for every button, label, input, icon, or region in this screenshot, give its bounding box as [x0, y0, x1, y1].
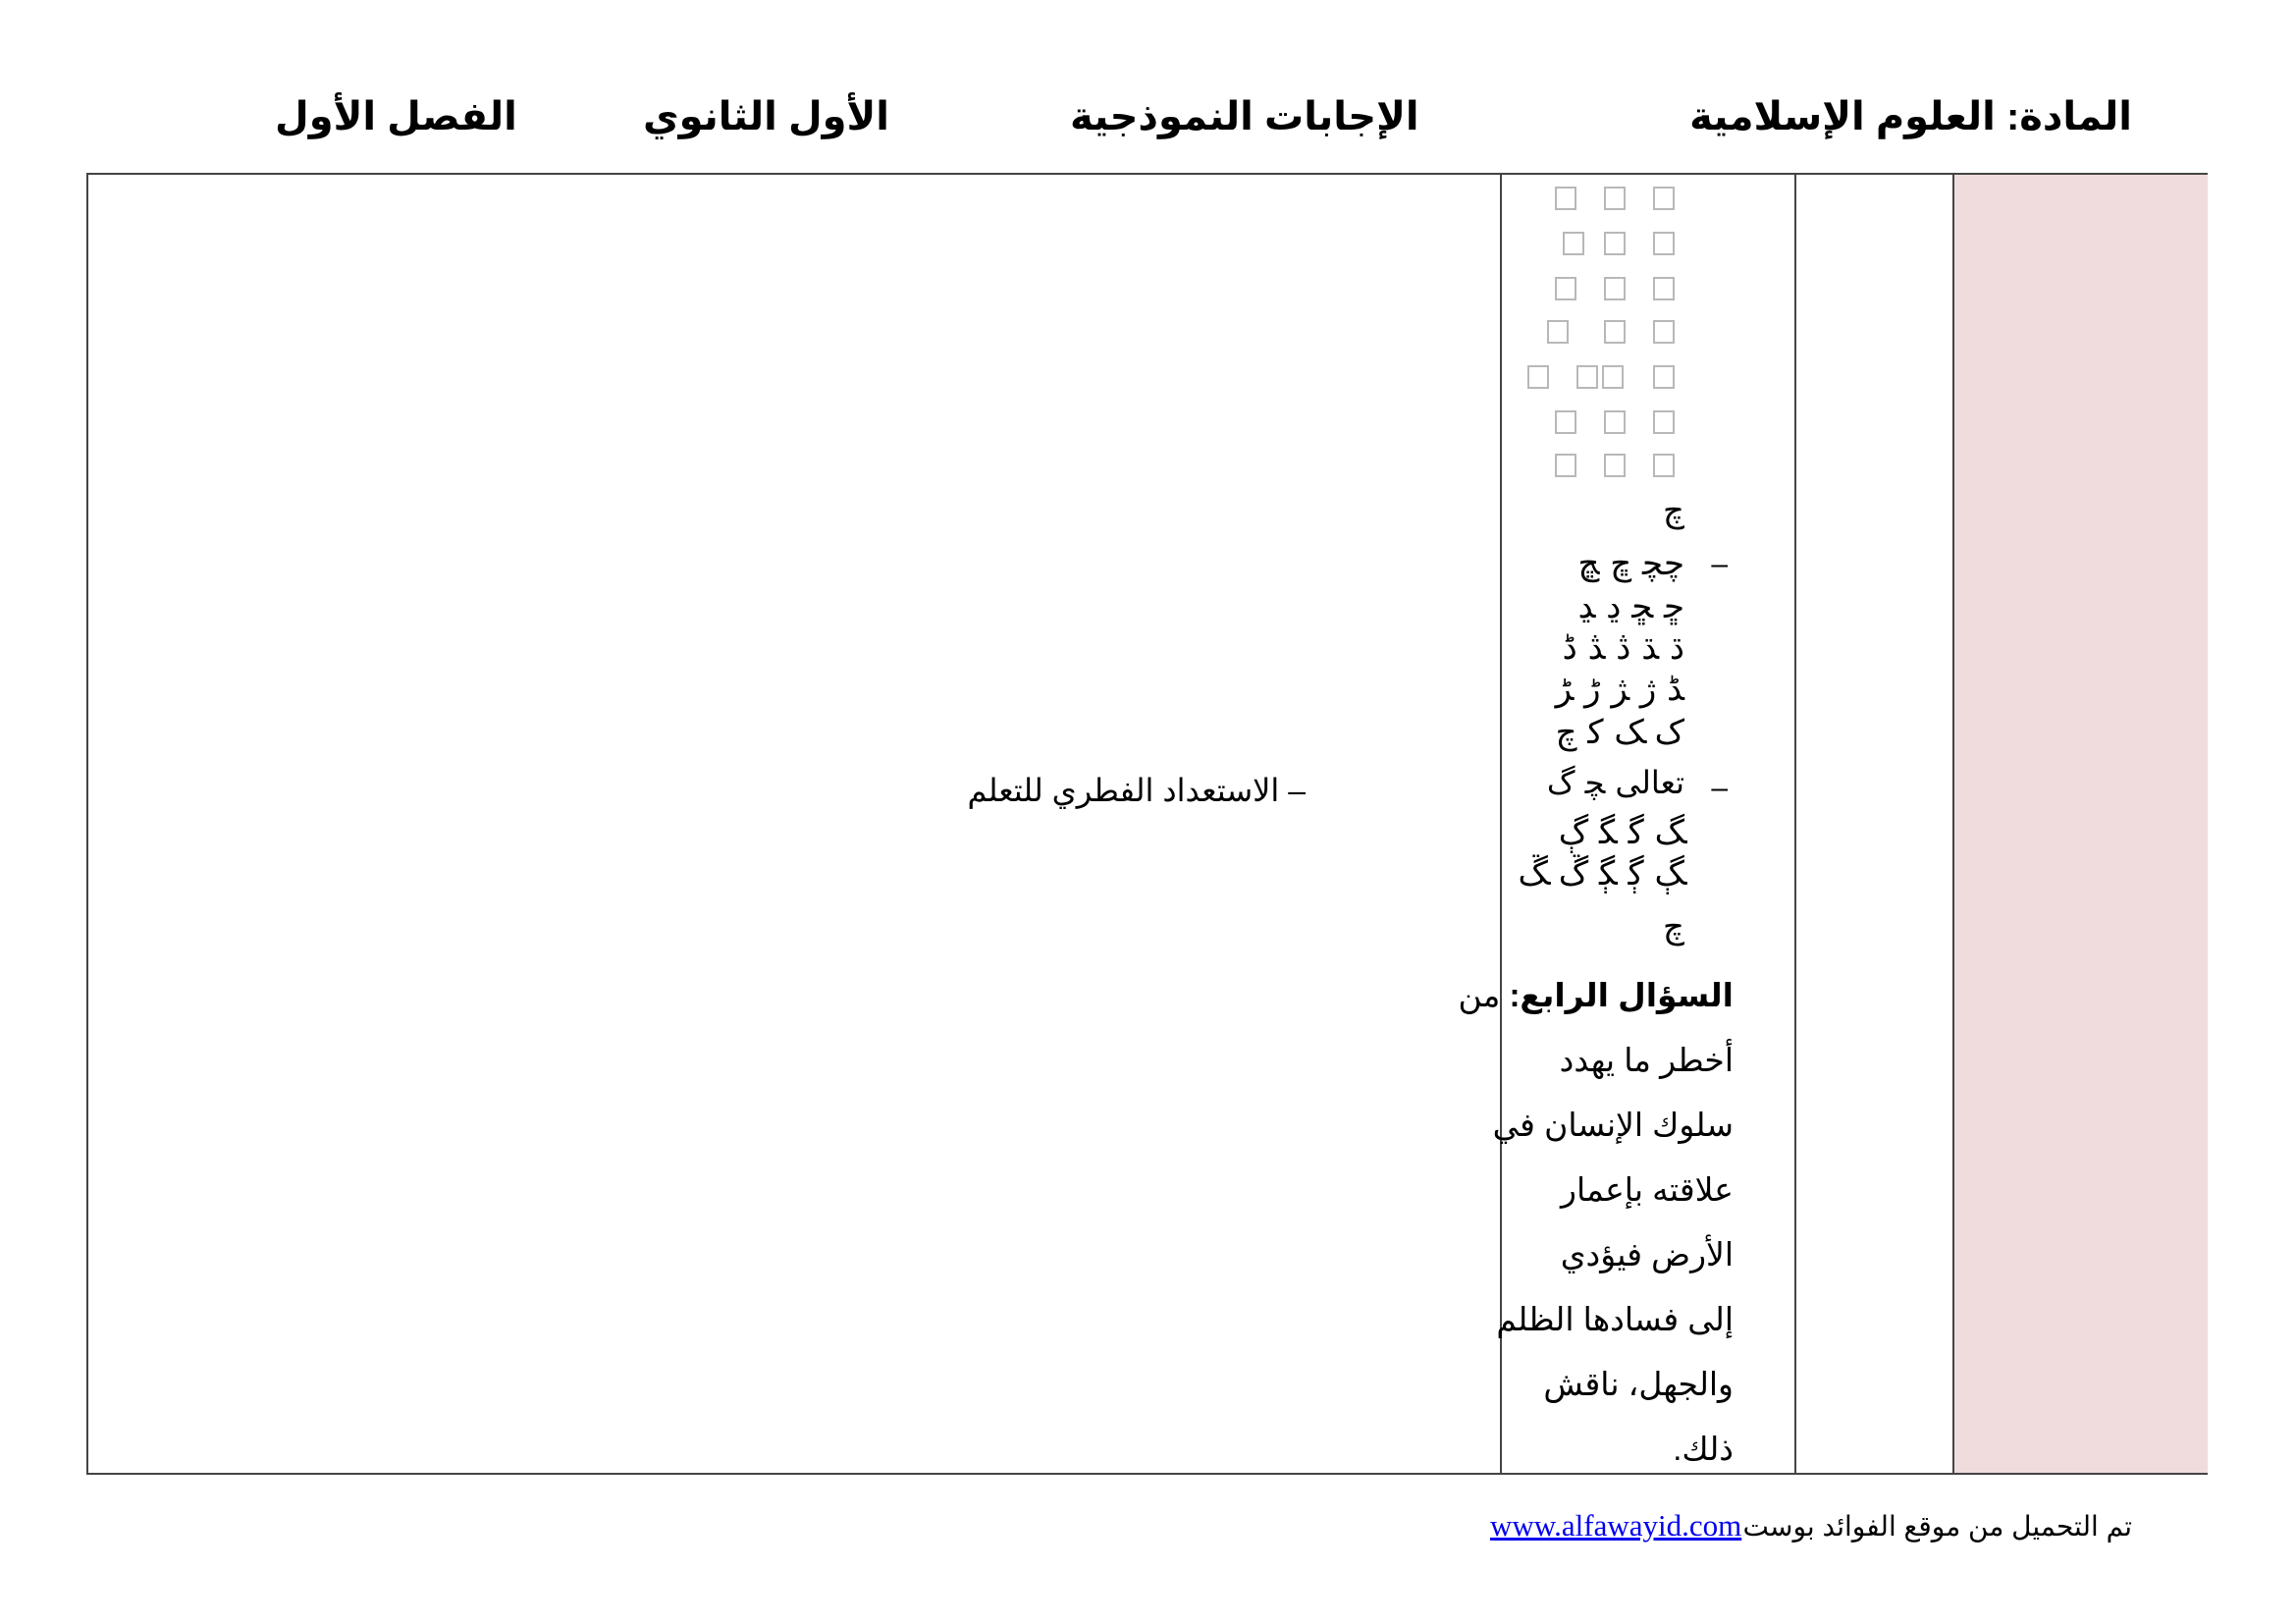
- quranic-glyph-line: چ: [1663, 491, 1684, 530]
- question-line: من: [1458, 977, 1501, 1013]
- answers-title: الإجابات النموذجية: [1070, 95, 1419, 138]
- glyph-box-row: [1502, 187, 1796, 212]
- quranic-glyph-line: ﮀ ﮁ ﮂ ﮃ: [1577, 587, 1684, 626]
- quranic-glyph-line: تعالى ﭽ ﮒ: [1546, 764, 1684, 801]
- glyph-box-row: [1502, 320, 1796, 346]
- question-line: والجهل، ناقش: [1543, 1366, 1734, 1402]
- subject-title: المادة: العلوم الإسلامية: [1689, 95, 2132, 138]
- question-line: إلى فسادها الظلم: [1496, 1301, 1734, 1337]
- question-line: علاقته بإعمار: [1561, 1171, 1734, 1208]
- question-cell: [1458, 175, 1794, 1473]
- question-label: السؤال الرابع:: [1509, 977, 1734, 1013]
- question-number-cell: [1952, 175, 2208, 1473]
- website-link[interactable]: www.alfawayid.com: [1490, 1508, 1742, 1543]
- glyph-box-row: [1502, 410, 1796, 436]
- glyph-box-row: [1502, 454, 1796, 479]
- glyph-box-row: [1502, 277, 1796, 302]
- question-line: الأرض فيؤدي: [1560, 1236, 1734, 1272]
- quranic-glyph-line: چ: [1663, 907, 1684, 947]
- glyph-box-row: [1502, 232, 1796, 257]
- model-answer-text: – الاستعداد الفطري للتعلم: [967, 773, 1306, 808]
- quranic-glyph-line: ﮗ ﮘ ﮙ ﮚ ﮛ: [1518, 854, 1684, 893]
- quranic-glyph-line: ﮓ ﮔ ﮕ ﮖ: [1558, 813, 1684, 852]
- question-line: أخطر ما يهدد: [1559, 1042, 1734, 1078]
- answers-table: [86, 173, 2208, 1475]
- quranic-glyph-line: ﮉ ﮊ ﮋ ﮌ ﮍ: [1555, 670, 1684, 709]
- bullet-dash: –: [1711, 548, 1728, 580]
- quranic-glyph-line: ﮎ ﮏ ﮐ چ: [1555, 713, 1684, 752]
- download-note: تم التحميل من موقع الفوائد بوست: [1742, 1511, 2132, 1542]
- glyph-box-row: [1502, 365, 1796, 391]
- question-line: سلوك الإنسان في: [1492, 1107, 1734, 1143]
- term-title: الفصل الأول: [275, 95, 517, 138]
- marks-cell: [1794, 175, 1952, 1473]
- question-heading-line: [1458, 976, 1734, 1014]
- quranic-glyph-line: ﮄ ﮅ ﮆ ﮇ ﮈ: [1562, 628, 1684, 668]
- question-line: ذلك.: [1673, 1431, 1734, 1467]
- grade-title: الأول الثانوي: [643, 95, 890, 138]
- bullet-dash: –: [1711, 772, 1728, 804]
- quranic-glyph-line: ﭼﭽ ﭾ ﭿ: [1577, 544, 1684, 583]
